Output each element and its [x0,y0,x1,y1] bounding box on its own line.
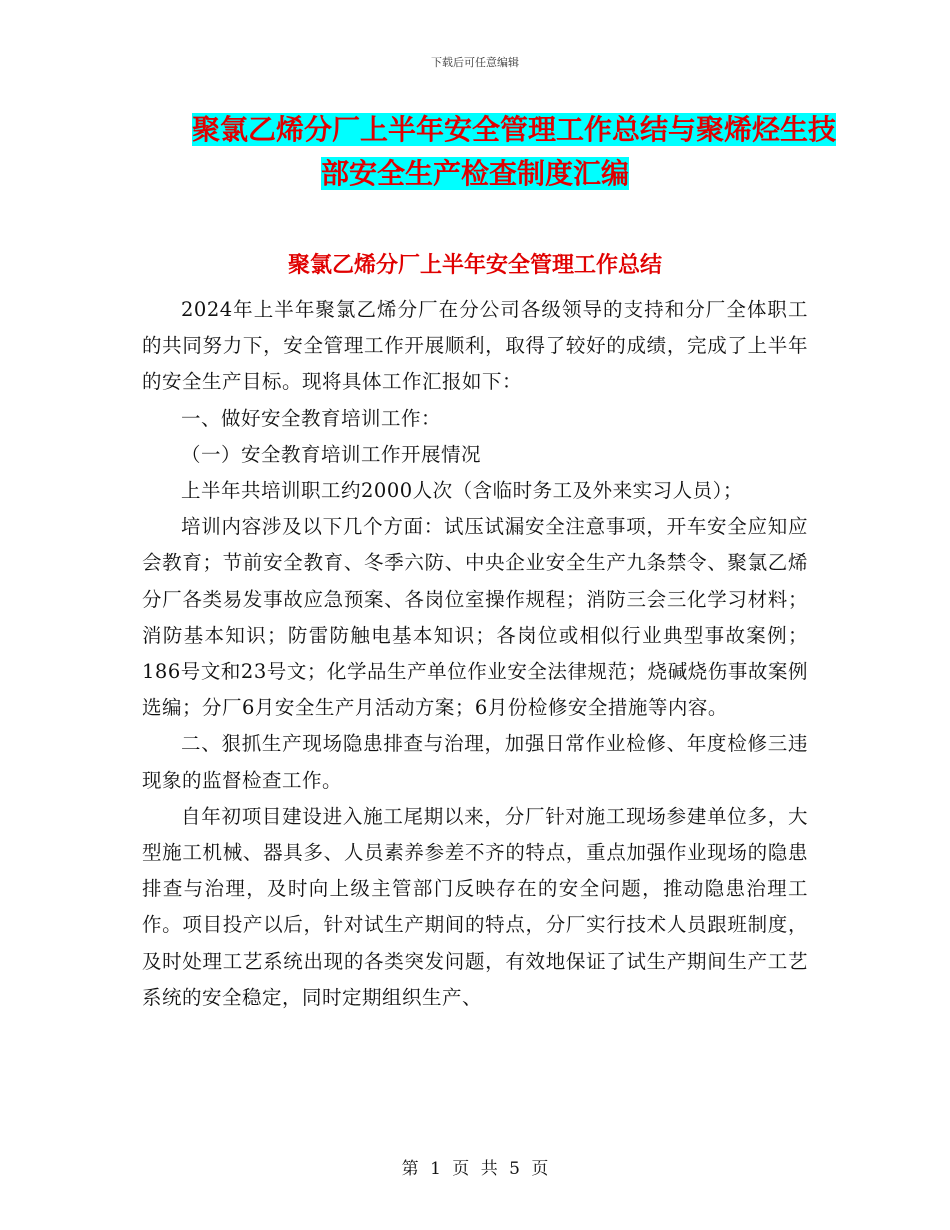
document-body [142,292,808,1016]
paragraph-training-content: 培训内容涉及以下几个方面：试压试漏安全注意事项，开车安全应知应会教育；节前安全教育、冬季六防、中央企业安全生产九条禁令、聚氯乙烯分厂各类易发事故应急预案、各岗位室操作规程；消防三会三化学习材料；消防基本知识；防雷防触电基本知识；各岗位或相似行业典型事故案例；186号文和23号文；化学品生产单位作业安全法律规范；烧碱烧伤事故案例选编；分厂6月安全生产月活动方案；6月份检修安全措施等内容。 [142,515,808,720]
section-title: 聚氯乙烯分厂上半年安全管理工作总结 [287,252,662,278]
paragraph-intro: 2024年上半年聚氯乙烯分厂在分公司各级领导的支持和分厂全体职工的共同努力下，安全管理工作开展顺利，取得了较好的成绩，完成了上半年的安全生产目标。现将具体工作汇报如下： [142,298,808,394]
paragraph-training-count: 上半年共培训职工约2000人次（含临时务工及外来实习人员）； [181,479,743,503]
subheading-one: （一）安全教育培训工作开展情况 [181,442,482,466]
paragraph-hazard: 自年初项目建设进入施工尾期以来，分厂针对施工现场参建单位多，大型施工机械、器具多、人员素养参差不齐的特点，重点加强作业现场的隐患排查与治理，及时向上级主管部门反映存在的安全问题，推动隐患治理工作。项目投产以后，针对试生产期间的特点，分厂实行技术人员跟班制度，及时处理工艺系统出现的各类突发问题，有效地保证了试生产期间生产工艺系统的安全稳定，同时定期组织生产、 [142,804,808,1009]
title-line-2: 部安全生产检查制度汇编 [320,157,629,190]
heading-one: 一、做好安全教育培训工作： [181,406,442,430]
title-line-1: 聚氯乙烯分厂上半年安全管理工作总结与聚烯烃生技 [192,113,837,146]
page-header-note: 下载后可任意编辑 [431,56,519,69]
document-title [142,108,837,196]
page-footer: 第 1 页 共 5 页 [401,1159,549,1179]
heading-two: 二、狠抓生产现场隐患排查与治理，加强日常作业检修、年度检修三违现象的监督检查工作。 [142,732,808,792]
